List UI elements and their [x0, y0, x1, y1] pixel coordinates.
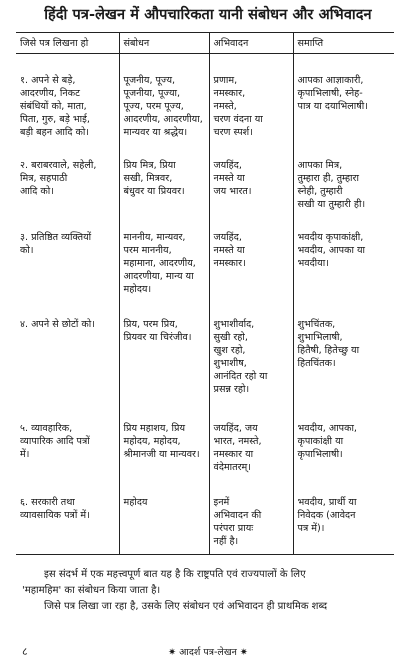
cell-text-line: सखी या तुम्हारी ही। [297, 199, 366, 210]
cell-text-line: श्रीमानजी या मान्यवर। [123, 449, 200, 460]
table-cell-recipient [16, 54, 119, 144]
table-cell-salutation [119, 478, 209, 555]
cell-text-line: नमस्ते या [213, 245, 245, 256]
column-header-closing: समाप्ति [293, 33, 394, 54]
cell-text-line: पूज्य, परम पूज्य, [123, 101, 184, 112]
table-cell-salutation [119, 143, 209, 215]
cell-text-line: भवदीया। [297, 258, 329, 269]
table-cell-salutation [119, 400, 209, 478]
cell-text-line: शुभचिंतक, [297, 319, 336, 330]
page-number: ८ [22, 645, 28, 658]
cell-text-line: पिता, गुरु, बड़े भाई, [20, 114, 90, 125]
cell-text-line: व्यापारिक आदि पत्रों [20, 436, 90, 447]
cell-text-line: ४. अपने से छोटों को। [20, 319, 95, 330]
cell-text-line: हितैषी, हितेच्छु या [297, 345, 360, 356]
cell-text-line: तुम्हारा ही, तुम्हारा [297, 173, 359, 184]
table-row [16, 54, 394, 144]
table-cell-greeting [209, 478, 293, 555]
cell-text-line: नमस्कार, [213, 88, 246, 99]
cell-text-line: नमस्ते या [213, 173, 245, 184]
cell-text-line: चरण स्पर्श। [213, 127, 253, 138]
cell-text-line: आदरणीया, मान्य या [123, 271, 194, 282]
table-cell-closing [293, 143, 394, 215]
cell-text-line: महोदय, महोदय, [123, 436, 181, 447]
salutation-table [16, 32, 394, 555]
cell-text-line: परंपरा प्रायः [213, 523, 254, 534]
cell-text-line: प्रसन्न रहो। [213, 384, 250, 395]
paragraph-line-2: 'महामहिम' का संबोधन किया जाता है। [22, 585, 161, 596]
cell-text-line: नहीं है। [213, 536, 239, 547]
cell-text-line: कृपाभिलाषी। [297, 449, 343, 460]
cell-text-line: भारत, नमस्ते, [213, 436, 262, 447]
cell-text-line: मान्यवर या श्रद्धेय। [123, 127, 188, 138]
cell-text-line: सुखी रहो, [213, 332, 248, 343]
cell-text-line: ३. प्रतिष्ठित व्यक्तियों [20, 232, 92, 243]
cell-text-line: ५. व्यावहारिक, [20, 423, 73, 434]
cell-text-line: जयहिंद, जय [213, 423, 258, 434]
cell-text-line: प्रियवर या चिरंजीव। [123, 332, 192, 343]
cell-text-line: आदि को। [20, 186, 54, 197]
cell-text-line: चरण वंदना या [213, 114, 263, 125]
table-cell-salutation [119, 215, 209, 300]
cell-text-line: वंदेमातरम्। [213, 462, 251, 473]
table-cell-recipient [16, 143, 119, 215]
cell-text-line: परम माननीय, [123, 245, 172, 256]
cell-text-line: प्रिय महाशय, प्रिय [123, 423, 186, 434]
cell-text-line: निवेदक (आवेदन [297, 510, 356, 521]
cell-text-line: प्रणाम, [213, 75, 238, 86]
cell-text-line: ६. सरकारी तथा [20, 497, 75, 508]
table-cell-recipient [16, 400, 119, 478]
cell-text-line: महोदय। [123, 284, 152, 295]
paragraph-line-1: इस संदर्भ में एक महत्त्वपूर्ण बात यह है कि राष्ट्रपति एवं राज्यपालों के लिए [44, 569, 306, 580]
column-header-greeting: अभिवादन [209, 33, 293, 54]
cell-text-line: भवदीय कृपाकांक्षी, [297, 232, 364, 243]
column-header-salutation: संबोधन [119, 33, 209, 54]
cell-text-line: को। [20, 245, 34, 256]
table-cell-salutation [119, 54, 209, 144]
table-cell-greeting [209, 400, 293, 478]
cell-text-line: आपका आज्ञाकारी, [297, 75, 364, 86]
table-cell-greeting [209, 215, 293, 300]
cell-text-line: संबंधियों को, माता, [20, 101, 87, 112]
cell-text-line: व्यावसायिक पत्रों में। [20, 510, 90, 521]
table-cell-closing [293, 300, 394, 400]
cell-text-line: बंधुवर या प्रियवर। [123, 186, 185, 197]
cell-text-line: शुभाशीर्वाद, [213, 319, 255, 330]
table-row [16, 400, 394, 478]
book-title-footer: ✷ आदर्श पत्र-लेखन ✷ [168, 647, 248, 658]
table-row [16, 478, 394, 555]
table-cell-recipient [16, 300, 119, 400]
cell-text-line: में। [20, 449, 30, 460]
cell-text-line: बड़ी बहन आदि को। [20, 127, 90, 138]
cell-text-line: जयहिंद, [213, 160, 242, 171]
cell-text-line: २. बराबरवाले, सहेली, [20, 160, 97, 171]
cell-text-line: पत्र में)। [297, 523, 325, 534]
cell-text-line: जयहिंद, [213, 232, 242, 243]
cell-text-line: आनंदित रहो या [213, 371, 268, 382]
cell-text-line: माननीय, मान्यवर, [123, 232, 186, 243]
cell-text-line: नमस्कार। [213, 258, 246, 269]
cell-text-line: इनमें [213, 497, 230, 508]
cell-text-line: कृपाकांक्षी या [297, 436, 344, 447]
cell-text-line: आपका मित्र, [297, 160, 343, 171]
cell-text-line: भवदीय, प्रार्थी या [297, 497, 357, 508]
cell-text-line: १. अपने से बड़े, [20, 75, 76, 86]
table-cell-salutation [119, 300, 209, 400]
cell-text-line: जय भारत। [213, 186, 252, 197]
cell-text-line: मित्र, सहपाठी [20, 173, 68, 184]
cell-text-line: शुभाशीष, [213, 358, 247, 369]
cell-text-line: खुश रहो, [213, 345, 246, 356]
cell-text-line: नमस्कार या [213, 449, 254, 460]
cell-text-line: सखी, मित्रवर, [123, 173, 173, 184]
cell-text-line: अभिवादन की [213, 510, 262, 521]
table-cell-greeting [209, 143, 293, 215]
cell-text-line: पूजनीया, पूज्या, [123, 88, 181, 99]
table-cell-closing [293, 215, 394, 300]
table-cell-greeting [209, 54, 293, 144]
table-cell-closing [293, 400, 394, 478]
paragraph-line-3: जिसे पत्र लिखा जा रहा है, उसके लिए संबोधन एवं अभिवादन ही प्राथमिक शब्द [44, 601, 328, 612]
cell-text-line: आदरणीय, निकट [20, 88, 80, 99]
cell-text-line: पात्र या दयाभिलाषी। [297, 101, 368, 112]
cell-text-line: आदरणीय, आदरणीया, [123, 114, 203, 125]
page-title: हिंदी पत्र-लेखन में औपचारिकता यानी संबोधन और अभिवादन [44, 7, 372, 23]
cell-text-line: शुभाभिलाषी, [297, 332, 343, 343]
cell-text-line: नमस्ते, [213, 101, 237, 112]
table-cell-closing [293, 54, 394, 144]
table-cell-recipient [16, 478, 119, 555]
table-row [16, 300, 394, 400]
cell-text-line: हितचिंतक। [297, 358, 336, 369]
cell-text-line: भवदीय, आपका, [297, 423, 357, 434]
cell-text-line: पूजनीय, पूज्य, [123, 75, 176, 86]
cell-text-line: महोदय [123, 497, 148, 508]
cell-text-line: प्रिय मित्र, प्रिया [123, 160, 176, 171]
column-header-recipient: जिसे पत्र लिखना हो [16, 33, 119, 54]
table-cell-recipient [16, 215, 119, 300]
table-cell-greeting [209, 300, 293, 400]
cell-text-line: महामाना, आदरणीय, [123, 258, 196, 269]
cell-text-line: प्रिय, परम प्रिय, [123, 319, 178, 330]
cell-text-line: स्नेही, तुम्हारी [297, 186, 343, 197]
table-row [16, 215, 394, 300]
table-row [16, 143, 394, 215]
cell-text-line: कृपाभिलाषी, स्नेह- [297, 88, 363, 99]
table-cell-closing [293, 478, 394, 555]
table-header-row [16, 33, 394, 54]
cell-text-line: भवदीय, आपका या [297, 245, 366, 256]
